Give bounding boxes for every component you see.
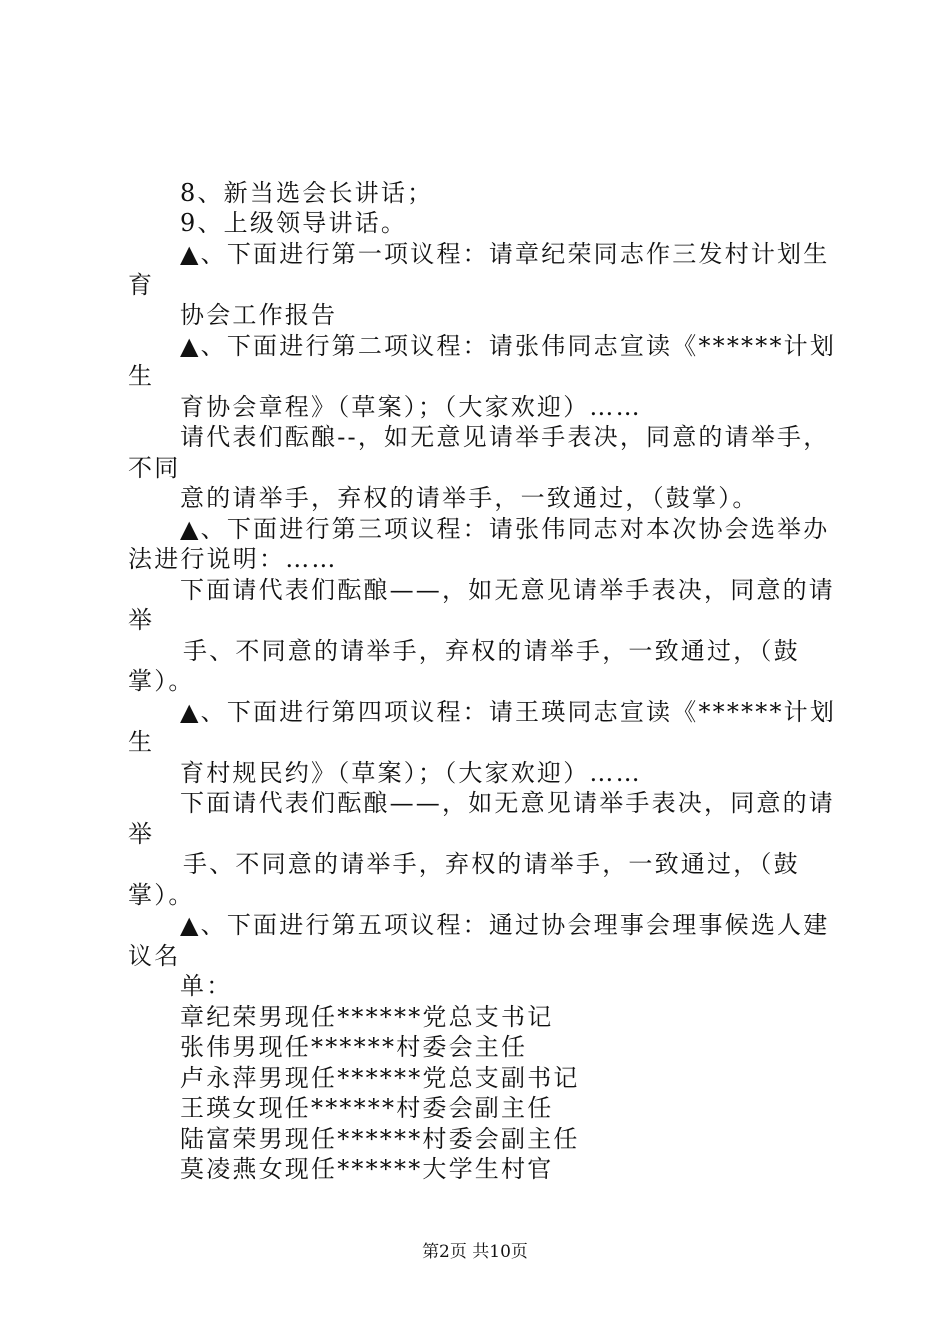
text-line: 生 [128, 362, 155, 390]
text-line: 单： [180, 972, 233, 1000]
text-line: ▲、下面进行第一项议程：请章纪荣同志作三发村计划生 [180, 240, 830, 268]
text-line: 协会工作报告 [180, 301, 338, 329]
text-line: 8、新当选会长讲话； [180, 179, 434, 207]
text-line: 掌）。 [128, 881, 195, 909]
list-item: 卢永萍男现任******党总支副书记 [180, 1064, 580, 1092]
text-line: 下面请代表们酝酿——，如无意见请举手表决，同意的请 [180, 789, 835, 817]
text-line: ▲、下面进行第二项议程：请张伟同志宣读《******计划 [180, 332, 837, 360]
text-line: ▲、下面进行第四项议程：请王瑛同志宣读《******计划 [180, 698, 837, 726]
text-line: 9、上级领导讲话。 [180, 209, 408, 237]
text-line: 生 [128, 728, 155, 756]
text-line: 手、不同意的请举手，弃权的请举手，一致通过，（鼓 [183, 850, 800, 878]
text-line: 举 [128, 606, 155, 634]
list-item: 张伟男现任******村委会主任 [180, 1033, 528, 1061]
text-line: 举 [128, 820, 155, 848]
list-item: 王瑛女现任******村委会副主任 [180, 1094, 554, 1122]
text-line: 下面请代表们酝酿——，如无意见请举手表决，同意的请 [180, 576, 835, 604]
page-footer: 第2页 共10页 [422, 1242, 528, 1262]
text-line: 育 [128, 271, 155, 299]
text-line: 请代表们酝酿--，如无意见请举手表决，同意的请举手， [180, 423, 830, 451]
text-line: ▲、下面进行第三项议程：请张伟同志对本次协会选举办 [180, 515, 830, 543]
text-line: 意的请举手，弃权的请举手，一致通过，（鼓掌）。 [180, 484, 759, 512]
list-item: 章纪荣男现任******党总支书记 [180, 1003, 554, 1031]
text-line: 育协会章程》（草案）；（大家欢迎）…… [180, 393, 642, 421]
list-item: 莫凌燕女现任******大学生村官 [180, 1155, 554, 1183]
text-line: 育村规民约》（草案）；（大家欢迎）…… [180, 759, 642, 787]
text-line: 掌）。 [128, 667, 195, 695]
text-line: 手、不同意的请举手，弃权的请举手，一致通过，（鼓 [183, 637, 800, 665]
text-line: 议名 [128, 942, 181, 970]
text-line: 法进行说明：…… [128, 545, 338, 573]
list-item: 陆富荣男现任******村委会副主任 [180, 1125, 580, 1153]
text-line: ▲、下面进行第五项议程：通过协会理事会理事候选人建 [180, 911, 830, 939]
text-line: 不同 [128, 454, 181, 482]
